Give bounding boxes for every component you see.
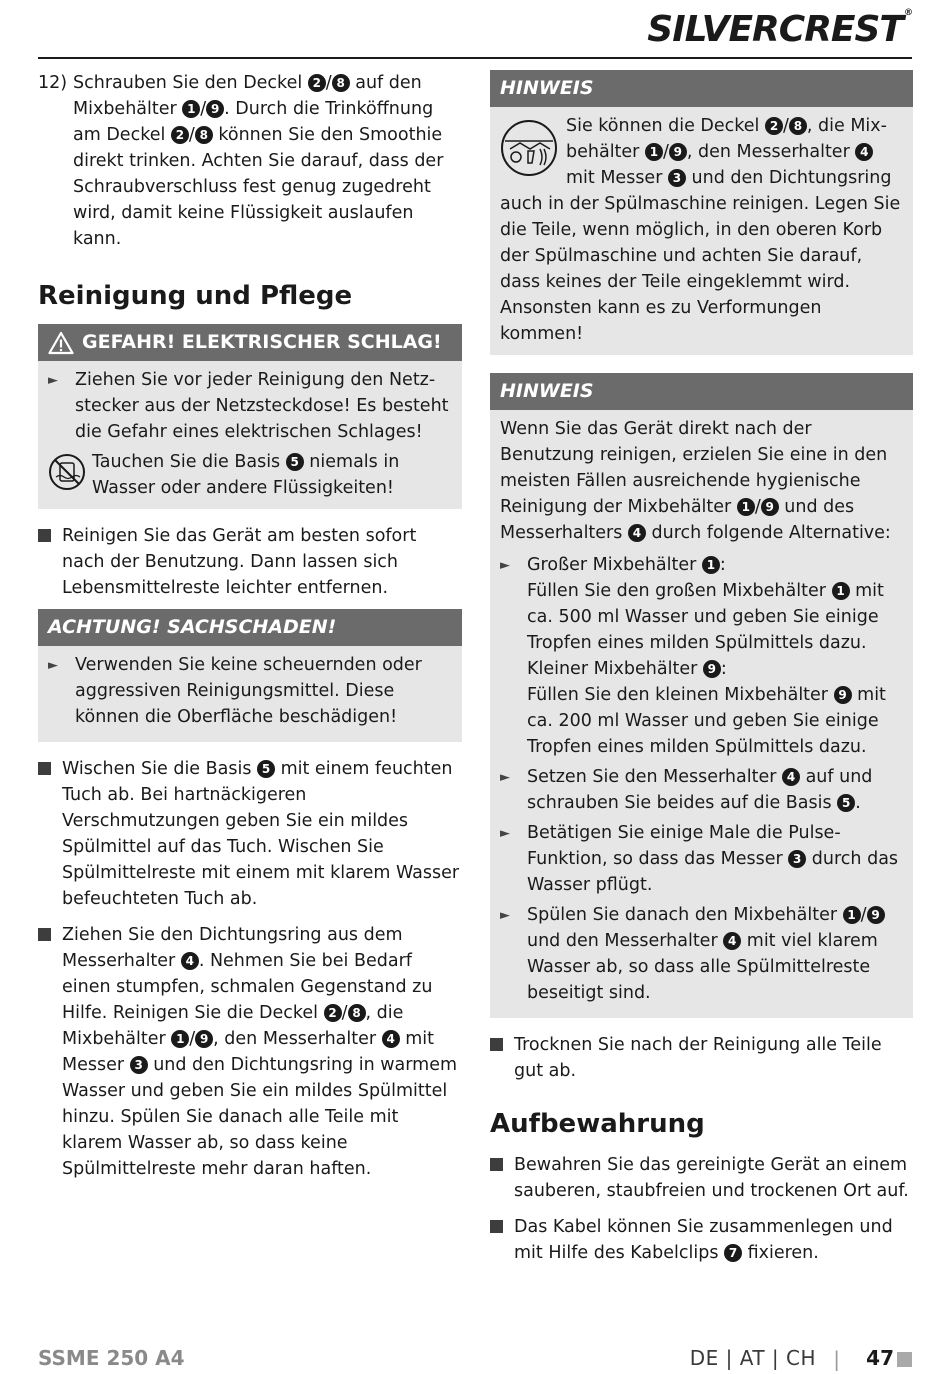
bullet-text: Reinigen Sie das Gerät am besten sofort nach der Benutzung. Dann lassen sich Lebensmittelreste leichter entfernen. xyxy=(62,526,417,598)
line xyxy=(527,682,903,760)
hint-title: HINWEIS xyxy=(500,77,594,99)
caution-title: ACHTUNG! SACHSCHADEN! xyxy=(48,616,337,638)
text-run: / xyxy=(341,1003,348,1023)
part-ref-badge: 4 xyxy=(782,768,800,786)
text-run: niemals in Wasser oder andere Flüssigkeiten! xyxy=(92,452,400,498)
bullet-seal-ring xyxy=(38,922,462,1182)
part-ref-badge: 9 xyxy=(195,1030,213,1048)
part-ref-badge: 2 xyxy=(308,74,326,92)
part-ref-badge: 1 xyxy=(182,100,200,118)
text-run: . Nehmen Sie bei Bedarf einen stumpfen, schmalen Gegenstand zu Hilfe. Reinigen Sie die Deckel xyxy=(62,951,433,1023)
part-ref-badge: 5 xyxy=(257,760,275,778)
step-text xyxy=(527,552,903,760)
text-run: durch folgende Alternative: xyxy=(645,523,891,543)
text-run: Wischen Sie die Basis xyxy=(62,759,258,779)
part-ref-badge: 4 xyxy=(382,1030,400,1048)
arrow-bullet-icon: ► xyxy=(500,908,510,923)
part-ref-badge: 9 xyxy=(206,100,224,118)
part-ref-badge: 8 xyxy=(332,74,350,92)
text-run: Sie können die Deckel xyxy=(566,116,765,136)
step-12 xyxy=(38,70,462,252)
hint-box-dishwasher xyxy=(490,70,913,355)
text-run: . Durch die Trinköffnung am Deckel xyxy=(73,99,434,145)
right-column xyxy=(490,70,913,1266)
part-ref-badge: 4 xyxy=(628,524,646,542)
text-run: / xyxy=(754,497,761,517)
part-ref-badge: 1 xyxy=(171,1030,189,1048)
part-ref-badge: 9 xyxy=(834,686,852,704)
part-ref-badge: 2 xyxy=(171,126,189,144)
text-run: : xyxy=(719,555,726,575)
part-ref-badge: 5 xyxy=(837,794,855,812)
part-ref-badge: 4 xyxy=(181,952,199,970)
square-bullet-icon xyxy=(490,1214,514,1266)
square-bullet-icon xyxy=(38,523,62,601)
part-ref-badge: 8 xyxy=(195,126,213,144)
part-ref-badge: 4 xyxy=(723,932,741,950)
part-ref-badge: 8 xyxy=(348,1004,366,1022)
text-run: mit Messer xyxy=(62,1029,434,1075)
text-run: , die Mixbehälter xyxy=(62,1003,404,1049)
hint-2-step-rinse xyxy=(500,902,903,1006)
square-bullet-icon xyxy=(38,922,62,1182)
page-number: 47 xyxy=(866,1346,894,1370)
arrow-bullet-icon: ► xyxy=(500,558,510,573)
hint-title: HINWEIS xyxy=(500,380,594,402)
bullet-text xyxy=(514,1214,913,1266)
text-run: auf den Mixbehälter xyxy=(73,73,422,119)
bullet-dry-parts xyxy=(490,1032,913,1084)
danger-item-2 xyxy=(48,449,452,501)
text-run: / xyxy=(188,125,195,145)
part-ref-badge: 7 xyxy=(724,1244,742,1262)
text-run: Betätigen Sie einige Male die Pulse-Funktion, so dass das Messer xyxy=(527,823,841,869)
hint-box-header xyxy=(490,70,913,107)
part-ref-badge: 9 xyxy=(867,906,885,924)
text-run: / xyxy=(325,73,332,93)
text-run: mit einem feuchten Tuch ab. Bei hartnäckigeren Verschmutzungen geben Sie ein mildes Spülmittel auf das Tuch. Wischen Sie Spülmittelreste mit einem mit klarem Wasser befeuchteten Tuch ab. xyxy=(62,759,460,909)
country-codes: DE | AT | CH xyxy=(689,1346,816,1370)
text-run: Schrauben Sie den Deckel xyxy=(73,73,308,93)
text-run: / xyxy=(200,99,207,119)
square-bullet-icon xyxy=(490,1152,514,1204)
part-ref-badge: 3 xyxy=(788,850,806,868)
caution-item-1 xyxy=(48,652,452,730)
text-run: , den Messerhalter xyxy=(213,1029,382,1049)
part-ref-badge: 2 xyxy=(765,117,783,135)
danger-item-1 xyxy=(48,367,452,445)
hint-box-header xyxy=(490,373,913,410)
text-run: Füllen Sie den großen Mixbehälter xyxy=(527,581,832,601)
line xyxy=(527,578,903,656)
warning-triangle-icon xyxy=(48,331,74,355)
arrow-bullet-icon: ► xyxy=(500,770,510,785)
part-ref-badge: 5 xyxy=(286,453,304,471)
square-bullet-icon xyxy=(490,1032,514,1084)
left-column xyxy=(38,70,462,1182)
part-ref-badge: 1 xyxy=(702,556,720,574)
arrow-bullet-icon: ► xyxy=(500,826,510,841)
text-run: / xyxy=(783,116,789,136)
text-run: Das Kabel können Sie zusammenlegen und mit Hilfe des Kabelclips xyxy=(514,1217,893,1263)
danger-box-header xyxy=(38,324,462,361)
text-run: , die Mixbehälter xyxy=(566,116,887,162)
model-number: SSME 250 A4 xyxy=(38,1346,185,1370)
text-run: / xyxy=(860,905,867,925)
text-run: Ziehen Sie den Dichtungsring aus dem Messerhalter xyxy=(62,925,403,971)
arrow-bullet-icon: ► xyxy=(48,658,58,673)
part-ref-badge: 8 xyxy=(789,117,807,135)
bullet-store-device xyxy=(490,1152,913,1204)
text-run: können Sie den Smoothie direkt trinken. Achten Sie darauf, dass der Schraubverschluss fest genug zugedreht wird, damit keine Flüssigkeit auslaufen kann. xyxy=(73,125,444,249)
part-ref-badge: 1 xyxy=(737,498,755,516)
caution-box-header xyxy=(38,609,462,646)
text-run: mit ca. 500 ml Wasser und geben Sie einige Tropfen eines milden Spülmittels dazu. xyxy=(527,581,884,653)
part-ref-badge: 1 xyxy=(843,906,861,924)
danger-item-1-text: Ziehen Sie vor jeder Reinigung den Netzstecker aus der Netzsteckdose! Es besteht die Gefahr eines elektrischen Schlages! xyxy=(75,370,449,442)
part-ref-badge: 3 xyxy=(130,1056,148,1074)
text-run: / xyxy=(189,1029,196,1049)
part-ref-badge: 1 xyxy=(645,143,663,161)
danger-item-2-text xyxy=(92,449,452,501)
text-run: mit viel klarem Wasser ab, so dass alle Spülmittelreste beseitigt sind. xyxy=(527,931,878,1003)
step-number: 12) xyxy=(38,73,68,93)
part-ref-badge: 3 xyxy=(668,169,686,187)
step-12-text xyxy=(73,70,462,252)
caution-item-1-text: Verwenden Sie keine scheuernden oder aggressiven Reinigungsmittel. Diese können die Oberfläche beschädigen! xyxy=(75,655,422,727)
bullet-text: Bewahren Sie das gereinigte Gerät an einem sauberen, staubfreien und trockenen Ort auf. xyxy=(514,1155,909,1201)
hint-box-body xyxy=(490,410,913,1018)
hint-box-body xyxy=(490,107,913,355)
text-run: Tauchen Sie die Basis xyxy=(92,452,286,472)
arrow-bullet-icon: ► xyxy=(48,373,58,388)
text-run: und des Messerhalters xyxy=(500,497,855,543)
text-run: Spülen Sie danach den Mixbehälter xyxy=(527,905,843,925)
text-run: und den Dichtungsring in warmem Wasser und geben Sie ein mildes Spülmittel hinzu. Spülen Sie danach alle Teile mit klarem Wasser ab, so dass keine Spülmittelreste mehr daran haften. xyxy=(62,1055,458,1179)
text-run: auf und schrauben Sie beides auf die Basis xyxy=(527,767,873,813)
bullet-cable-clip xyxy=(490,1214,913,1266)
footer-separator: | xyxy=(833,1347,840,1371)
line xyxy=(527,656,903,682)
part-ref-badge: 9 xyxy=(669,143,687,161)
text-run: mit Messer xyxy=(566,168,668,188)
dishwasher-safe-icon xyxy=(500,119,566,181)
danger-box xyxy=(38,324,462,509)
section-title-cleaning: Reinigung und Pflege xyxy=(38,281,353,311)
page-marker-square xyxy=(897,1352,912,1367)
text-run: Wenn Sie das Gerät direkt nach der Benutzung reinigen, erzielen Sie eine in den meisten Fällen ausreichende hygienische Reinigung der Mixbehälter xyxy=(500,419,888,517)
brand-logo xyxy=(647,8,912,50)
hint-box-quick-clean xyxy=(490,373,913,1018)
text-run: Füllen Sie den kleinen Mixbehälter xyxy=(527,685,834,705)
part-ref-badge: 1 xyxy=(832,582,850,600)
text-run: Großer Mixbehälter xyxy=(527,555,702,575)
part-ref-badge: 4 xyxy=(855,143,873,161)
step-text xyxy=(527,764,903,816)
danger-box-body xyxy=(38,361,462,509)
text-run: Setzen Sie den Messerhalter xyxy=(527,767,782,787)
text-run: Kleiner Mixbehälter xyxy=(527,659,703,679)
text-run: . xyxy=(855,793,861,813)
bullet-wipe-base xyxy=(38,756,462,912)
text-run: fixieren. xyxy=(742,1243,819,1263)
section-title-storage: Aufbewahrung xyxy=(490,1109,705,1139)
no-immersion-icon xyxy=(48,449,92,499)
caution-box-body xyxy=(38,646,462,742)
text-run: / xyxy=(662,142,669,162)
caution-box xyxy=(38,609,462,742)
hint-2-intro xyxy=(500,416,903,546)
text-run: durch das Wasser pflügt. xyxy=(527,849,899,895)
part-ref-badge: 2 xyxy=(324,1004,342,1022)
part-ref-badge: 9 xyxy=(703,660,721,678)
text-run: mit ca. 200 ml Wasser und geben Sie einige Tropfen eines milden Spülmittels dazu. xyxy=(527,685,886,757)
text-run: : xyxy=(720,659,727,679)
bullet-clean-immediately xyxy=(38,523,462,601)
hint-2-step-assemble xyxy=(500,764,903,816)
danger-title: GEFAHR! ELEKTRISCHER SCHLAG! xyxy=(82,331,442,353)
step-text xyxy=(527,820,903,898)
trademark-symbol: ® xyxy=(904,8,912,18)
bullet-text xyxy=(62,756,462,912)
bullet-text: Trocknen Sie nach der Reinigung alle Teile gut ab. xyxy=(514,1035,882,1081)
square-bullet-icon xyxy=(38,756,62,912)
hint-2-step-pulse xyxy=(500,820,903,898)
text-run: und den Dichtungsring auch in der Spülmaschine reinigen. Legen Sie die Teile, wenn möglich, in den oberen Korb der Spülmaschine und achten Sie darauf, dass keines der Teile eingeklemmt wird. Ansonsten kann es zu Verformungen kommen! xyxy=(500,168,901,344)
brand-logo-text: SILVERCREST xyxy=(647,9,903,50)
text-run: , den Messerhalter xyxy=(686,142,856,162)
hint-2-step-fill xyxy=(500,552,903,760)
text-run: und den Messerhalter xyxy=(527,931,724,951)
page-footer xyxy=(38,1346,912,1374)
line xyxy=(527,552,903,578)
part-ref-badge: 9 xyxy=(761,498,779,516)
bullet-text xyxy=(62,922,462,1182)
header-rule xyxy=(38,57,912,59)
step-text xyxy=(527,902,903,1006)
